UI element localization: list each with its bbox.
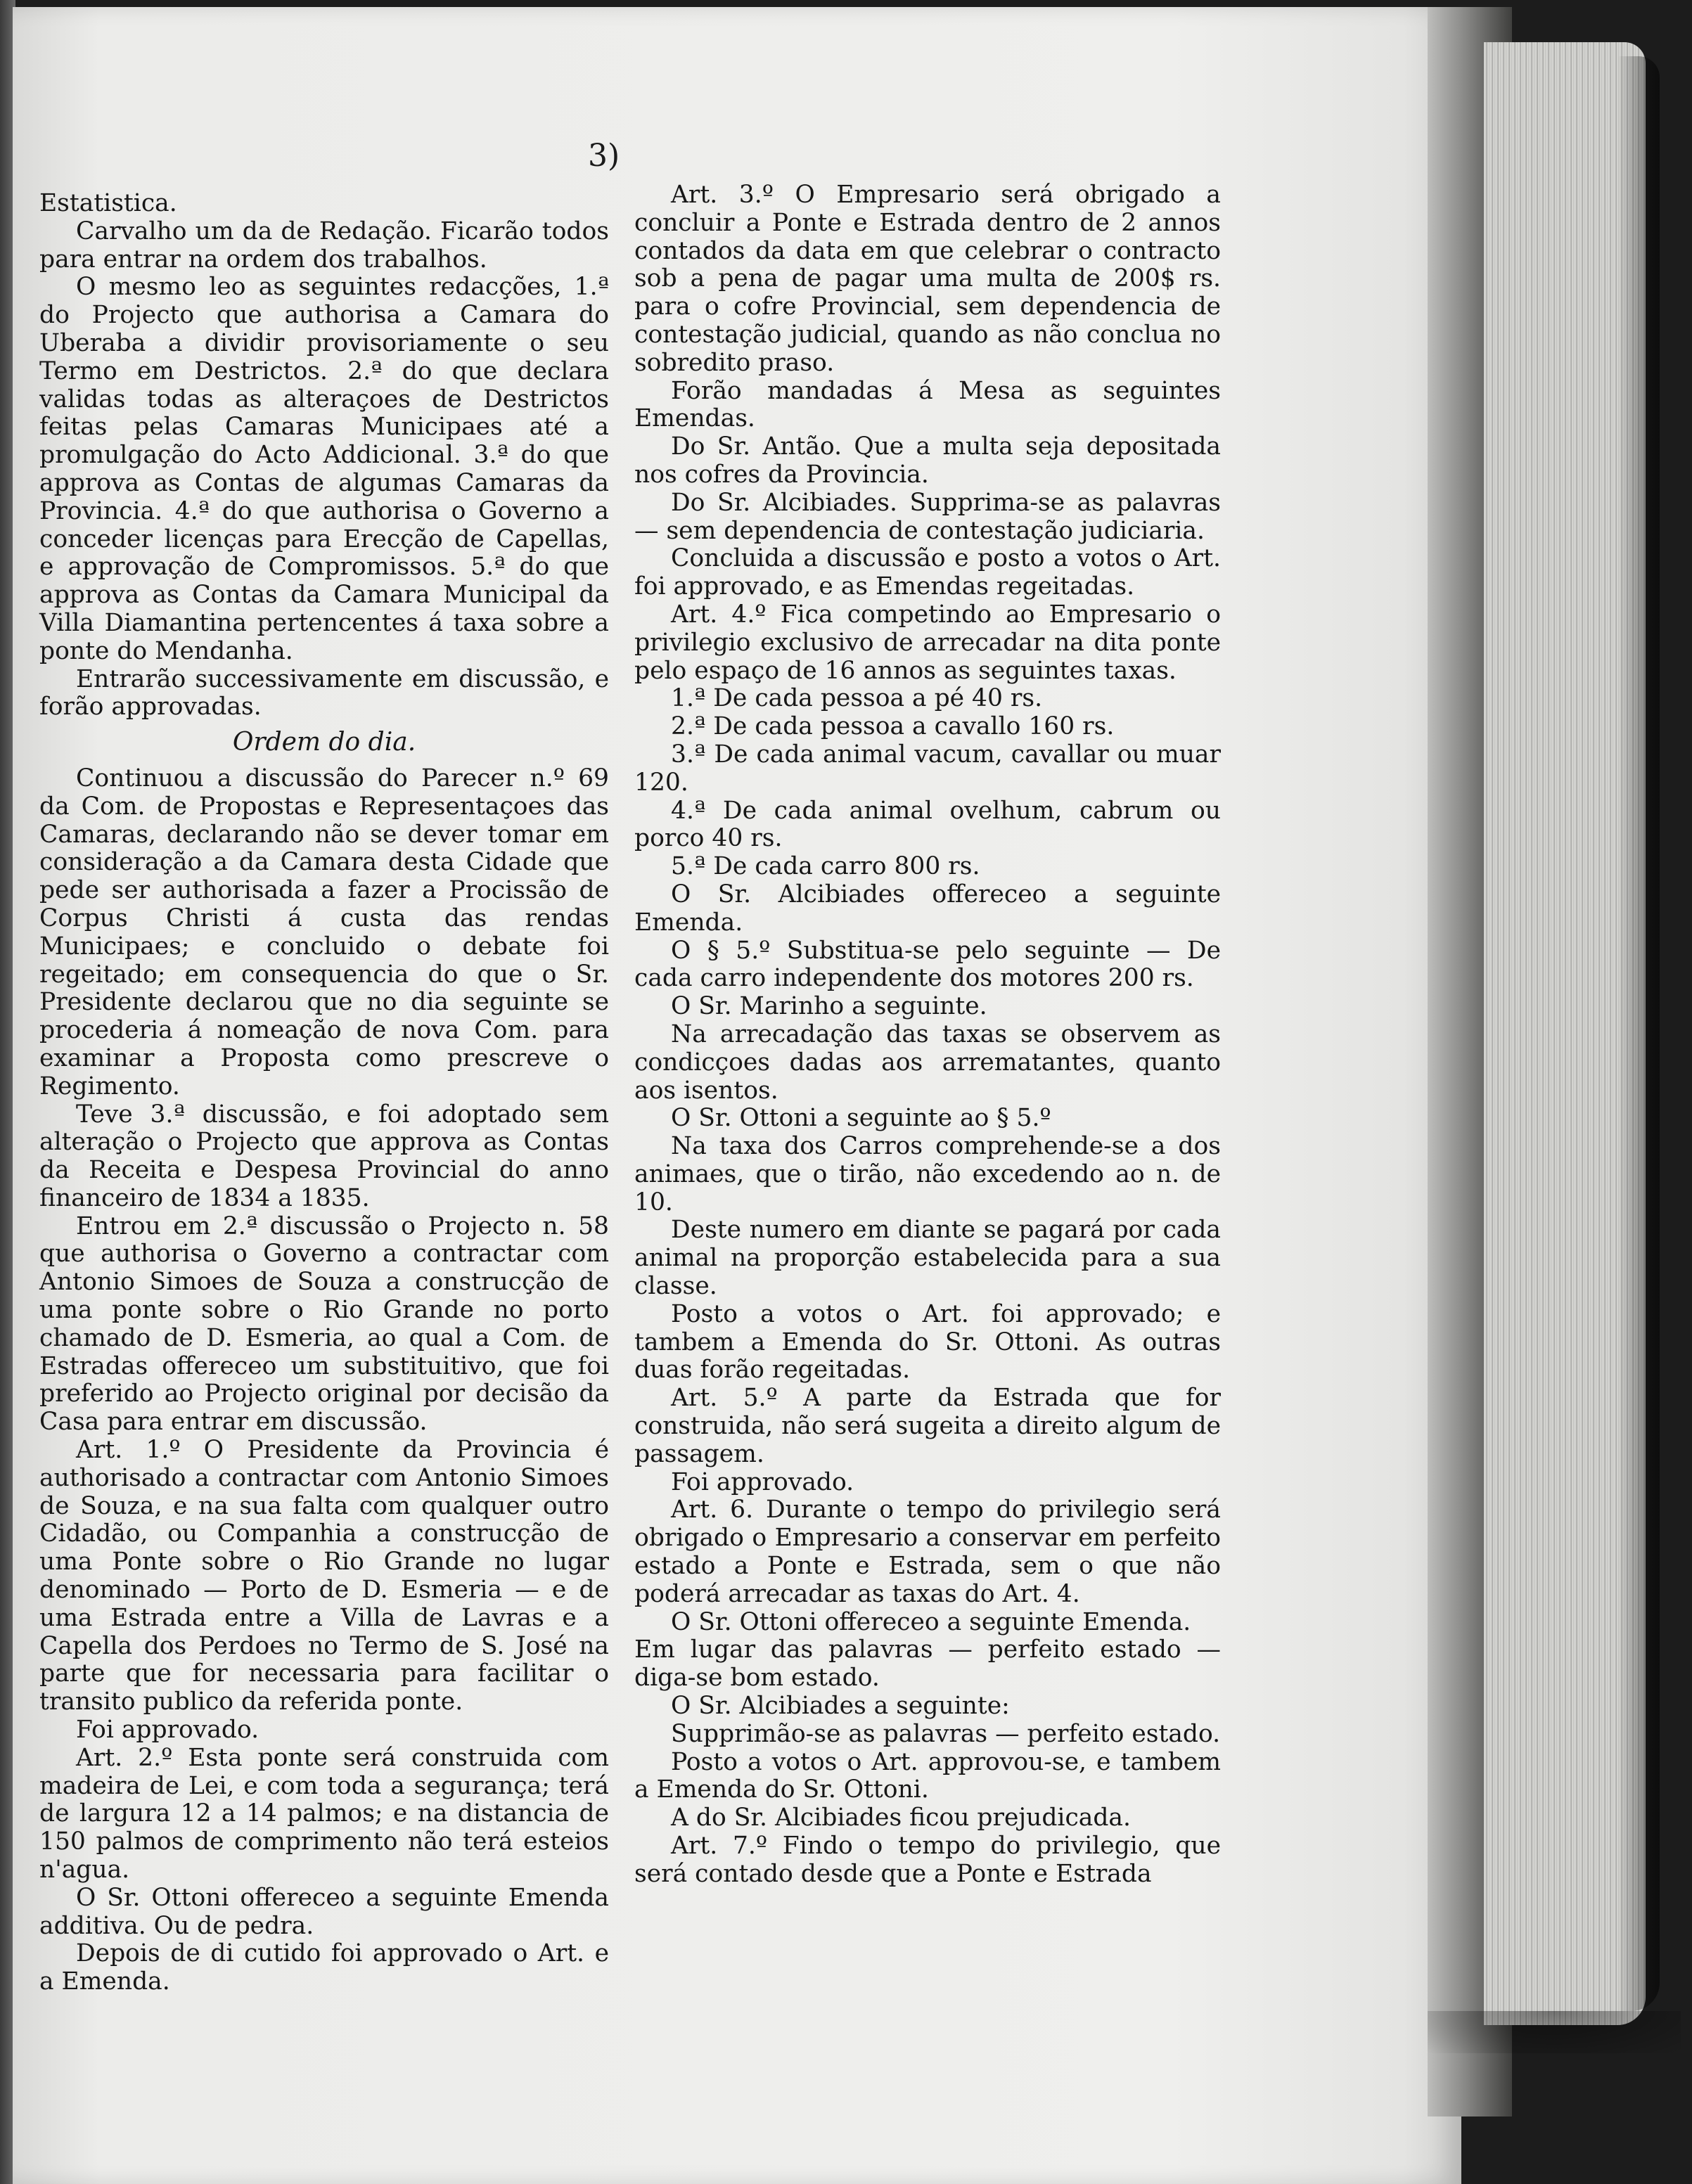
paragraph: Art. 7.º Findo o tempo do privilegio, que será contado desde que a Ponte e Estrada	[634, 1832, 1221, 1888]
paragraph: Do Sr. Alcibiades. Supprima-se as palavras — sem dependencia de contestação judiciaria.	[634, 488, 1221, 545]
paragraph: Na arrecadação das taxas se observem as condicçoes dadas aos arrematantes, quanto aos isentos.	[634, 1020, 1221, 1105]
paragraph: Continuou a discussão do Parecer n.º 69 da Com. de Propostas e Representaçoes das Camaras, declarando não se dever tomar em consideração a da Camara desta Cidade que pede ser authorisada a fazer a Procissão de Corpus Christi á custa das rendas Municipaes; e concluido o debate foi regeitado; em consequencia do que o Sr. Presidente declarou que no dia seguinte se procederia á nomeação de nova Com. para examinar a Proposta como prescreve o Regimento.	[39, 764, 609, 1100]
paragraph: Art. 1.º O Presidente da Provincia é authorisado a contractar com Antonio Simoes de Souza, e na sua falta com qualquer outro Cidadão, ou Companhia a construcção de uma Ponte sobre o Rio Grande no lugar denominado — Porto de D. Esmeria — e de uma Estrada entre a Villa de Lavras e a Capella dos Perdoes no Termo de S. José na parte que for necessaria para facilitar o transito publico da referida ponte.	[39, 1436, 609, 1716]
paragraph: Depois de di cutido foi approvado o Art. e a Emenda.	[39, 1939, 609, 1996]
page-stack-shadow	[1617, 56, 1660, 2011]
paragraph: O Sr. Marinho a seguinte.	[671, 992, 987, 1021]
tax-item: 4.ª De cada animal ovelhum, cabrum ou porco 40 rs.	[634, 796, 1221, 853]
tax-item: 2.ª De cada pessoa a cavallo 160 rs.	[671, 712, 1115, 741]
paragraph: Em lugar das palavras — perfeito estado — diga-se bom estado.	[634, 1636, 1221, 1692]
paragraph: Supprimão-se as palavras — perfeito estado.	[671, 1719, 1221, 1748]
paragraph: O Sr. Alcibiades offereceo a seguinte Emenda.	[634, 880, 1221, 937]
left-column	[39, 190, 609, 1996]
paragraph: O § 5.º Substitua-se pelo seguinte — De cada carro independente dos motores 200 rs.	[634, 936, 1221, 993]
paragraph: Art. 3.º O Empresario será obrigado a concluir a Ponte e Estrada dentro de 2 annos contados da data em que celebrar o contracto sob a pena de pagar uma multa de 200$ rs. para o cofre Provincial, sem dependencia de contestação judicial, quando as não conclua no sobredito praso.	[634, 181, 1221, 377]
paragraph: Na taxa dos Carros comprehende-se a dos animaes, que o tirão, não excedendo ao n. de 10.	[634, 1132, 1221, 1216]
paragraph: Entrarão successivamente em discussão, e forão approvadas.	[39, 664, 609, 721]
paragraph: O mesmo leo as seguintes redacções, 1.ª do Projecto que authorisa a Camara do Uberaba a dividir provisoriamente o seu Termo em Destrictos. 2.ª do que declara validas todas as alteraçoes de Destrictos feitas pelas Camaras Municipaes até a promulgação do Acto Addicional. 3.ª do que approva as Contas de algumas Camaras da Provincia. 4.ª do que authorisa o Governo a conceder licenças para Erecção de Capellas, e approvação de Compromissos. 5.ª do que approva as Contas da Camara Municipal da Villa Diamantina pertencentes á taxa sobre a ponte do Mendanha.	[39, 273, 609, 665]
paragraph: Deste numero em diante se pagará por cada animal na proporção estabelecida para a sua classe.	[634, 1216, 1221, 1301]
paragraph: Art. 5.º A parte da Estrada que for construida, não será sugeita a direito algum de passagem.	[634, 1384, 1221, 1468]
paragraph: Concluida a discussão e posto a votos o Art. foi approvado, e as Emendas regeitadas.	[634, 544, 1221, 601]
paragraph: Do Sr. Antão. Que a multa seja depositada nos cofres da Provincia.	[634, 432, 1221, 489]
paragraph: O Sr. Alcibiades a seguinte:	[671, 1692, 1010, 1721]
paragraph: A do Sr. Alcibiades ficou prejudicada.	[671, 1804, 1131, 1832]
tax-item: 1.ª De cada pessoa a pé 40 rs.	[671, 684, 1043, 713]
paragraph: O Sr. Ottoni offereceo a seguinte Emenda additiva. Ou de pedra.	[39, 1883, 609, 1940]
page-number: 3)	[588, 138, 620, 174]
paragraph: Teve 3.ª discussão, e foi adoptado sem alteração o Projecto que approva as Contas da Receita e Despesa Provincial do anno financeiro de 1834 a 1835.	[39, 1100, 609, 1212]
paragraph: Foi approvado.	[671, 1467, 854, 1496]
paragraph: Carvalho um da de Redação. Ficarão todos para entrar na ordem dos trabalhos.	[39, 217, 609, 274]
paragraph: Posto a votos o Art. foi approvado; e tambem a Emenda do Sr. Ottoni. As outras duas forão regeitadas.	[634, 1299, 1221, 1385]
paragraph: O Sr. Ottoni offereceo a seguinte Emenda.	[671, 1607, 1191, 1636]
paragraph: Forão mandadas á Mesa as seguintes Emendas.	[634, 376, 1221, 433]
right-column	[634, 181, 1221, 1889]
paragraph: Art. 6. Durante o tempo do privilegio será obrigado o Empresario a conservar em perfeito estado a Ponte e Estrada, sem o que não poderá arrecadar as taxas do Art. 4.	[634, 1496, 1221, 1608]
tax-item: 5.ª De cada carro 800 rs.	[671, 852, 980, 881]
paragraph: Estatistica.	[39, 189, 177, 217]
paragraph: Posto a votos o Art. approvou-se, e tambem a Emenda do Sr. Ottoni.	[634, 1747, 1221, 1804]
book-shadow	[1428, 2011, 1681, 2053]
section-heading: Ordem do dia.	[232, 728, 416, 757]
paragraph: Art. 2.º Esta ponte será construida com madeira de Lei, e com toda a segurança; terá de largura 12 a 14 palmos; e na distancia de 150 palmos de comprimento não terá esteios n'agua.	[39, 1743, 609, 1884]
tax-item: 3.ª De cada animal vacum, cavallar ou muar 120.	[634, 740, 1221, 797]
paragraph: O Sr. Ottoni a seguinte ao § 5.º	[671, 1104, 1051, 1133]
paragraph: Art. 4.º Fica competindo ao Empresario o privilegio exclusivo de arrecadar na dita ponte pelo espaço de 16 annos as seguintes taxas.	[634, 600, 1221, 685]
paragraph: Foi approvado.	[76, 1716, 259, 1745]
paragraph: Entrou em 2.ª discussão o Projecto n. 58 que authorisa o Governo a contractar com Antonio Simoes de Souza a construcção de uma ponte sobre o Rio Grande no porto chamado de D. Esmeria, ao qual a Com. de Estradas offereceo um substituitivo, que foi preferido ao Projecto original por decisão da Casa para entrar em discussão.	[39, 1212, 609, 1437]
